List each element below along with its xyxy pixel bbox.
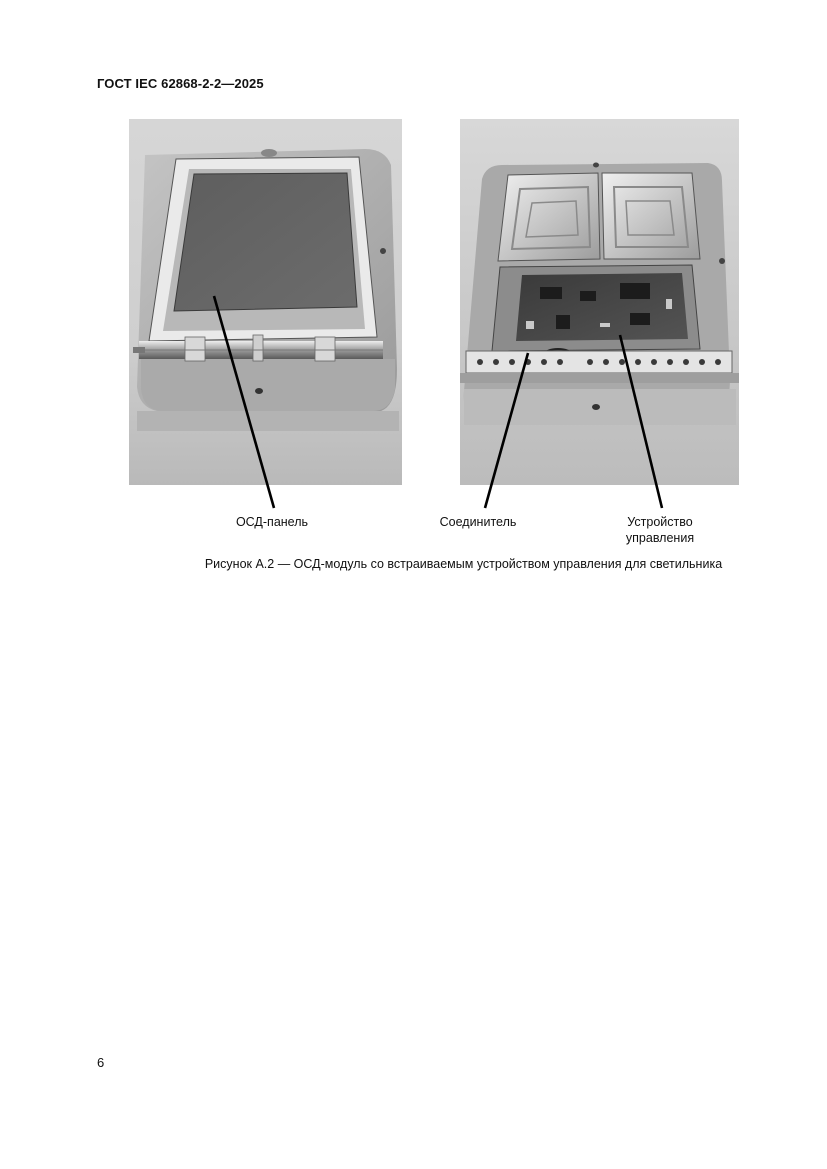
osd-panel-photo <box>129 119 402 485</box>
connector-label: Соединитель <box>439 515 517 529</box>
figure-caption: Рисунок А.2 — ОСД-модуль со встраиваемым устройством управления для светильника <box>204 557 723 571</box>
osd-panel-label: ОСД-панель <box>235 515 309 529</box>
control-device-label-line1: Устройство <box>627 515 693 529</box>
page-number: 6 <box>97 1055 105 1070</box>
control-device-label <box>610 514 710 546</box>
control-device-label-line2: управления <box>625 531 695 545</box>
document-header: ГОСТ IEC 62868-2-2—2025 <box>97 76 264 91</box>
control-device-photo <box>460 119 739 485</box>
